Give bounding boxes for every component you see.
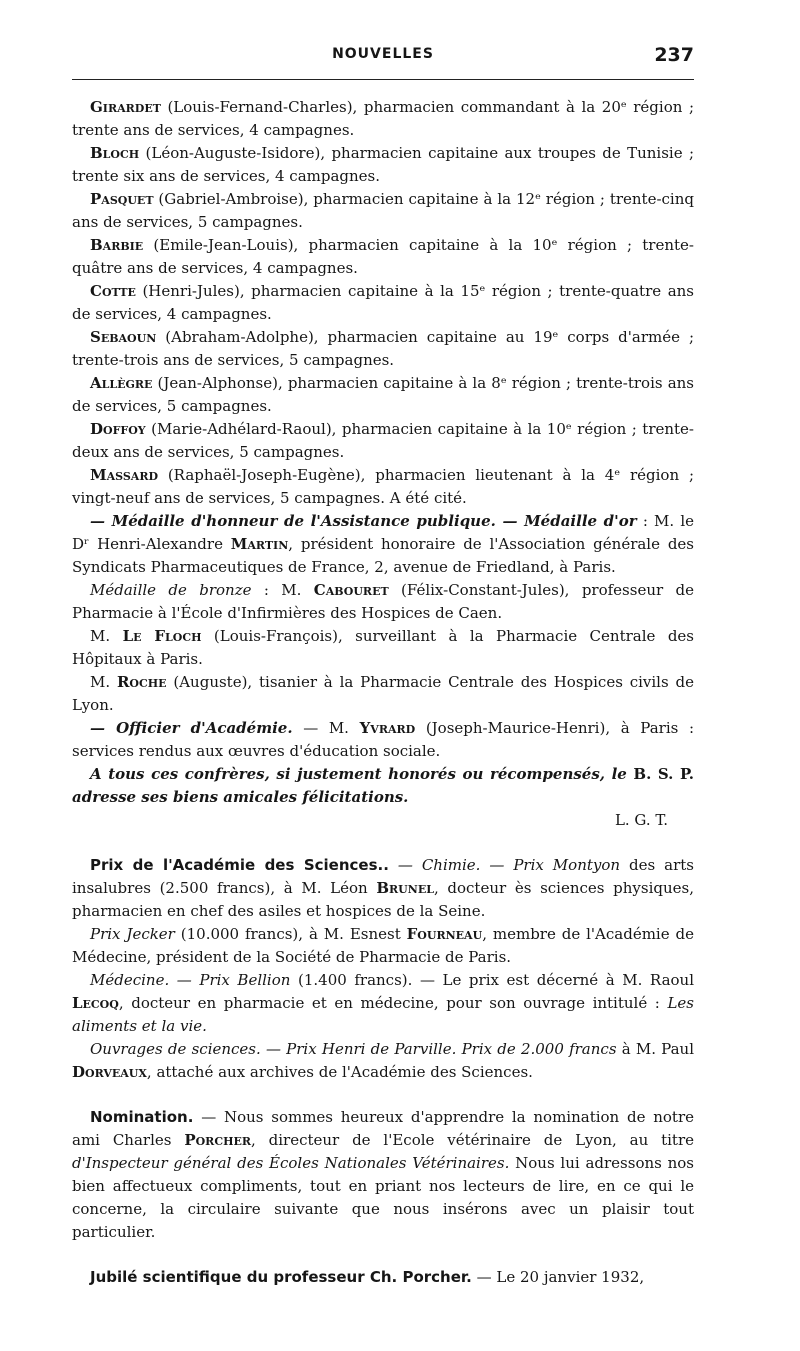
person-name: Barbie: [90, 236, 144, 254]
person-name: Lecoq: [72, 994, 119, 1012]
medecine-label: Médecine. — Prix Bellion: [90, 971, 291, 989]
paragraph-text: , membre de l'Académie de Médecine, président de la Société de Pharmacie de Paris.: [72, 925, 694, 966]
jubile-paragraph: [72, 1266, 694, 1289]
jecker-label: Prix Jecker: [90, 925, 175, 943]
entry-text: (Henri-Jules), pharmacien capitaine à la 15ᵉ région ; trente-quatre ans de services, 4 campagnes.: [72, 282, 694, 323]
roche-paragraph: [72, 671, 694, 717]
paragraph-text: — Le 20 janvier 1932,: [471, 1268, 645, 1286]
person-name: Porcher: [184, 1131, 251, 1149]
paragraph-text: (Joseph-Maurice-Henri), à Paris : services rendus aux œuvres d'éducation sociale.: [72, 719, 694, 760]
entry-paragraph: [72, 464, 694, 510]
paragraph-text: — Nous sommes heureux d'apprendre la nomination de notre ami Charles: [72, 1108, 694, 1149]
assistance-paragraph: [72, 510, 694, 579]
entry-paragraph: [72, 326, 694, 372]
jecker-paragraph: [72, 923, 694, 969]
person-name: Dorveaux: [72, 1063, 147, 1081]
person-name: Martin: [230, 535, 289, 553]
page-header: [72, 44, 694, 72]
person-name: Roche: [116, 673, 167, 691]
paragraph-text: (10.000 francs), à M. Esnest: [174, 925, 407, 943]
medecine-paragraph: [72, 969, 694, 1038]
paragraph-text: , docteur ès sciences physiques, pharmacien en chef des asiles et hospices de la Seine.: [72, 879, 694, 920]
lefloch-paragraph: [72, 625, 694, 671]
entry-text: (Abraham-Adolphe), pharmacien capitaine au 19ᵉ corps d'armée ; trente-trois ans de services, 5 campagnes.: [72, 328, 694, 369]
nomination-heading: Nomination.: [90, 1108, 194, 1126]
entry-text: (Emile-Jean-Louis), pharmacien capitaine à la 10ᵉ région ; trente-quâtre ans de services, 4 campagnes.: [72, 236, 694, 277]
person-name: Fourneau: [406, 925, 483, 943]
paragraph-text: , docteur en pharmacie et en médecine, pour son ouvrage intitulé :: [118, 994, 668, 1012]
ouvrages-paragraph: [72, 1038, 694, 1084]
bronze-paragraph: [72, 579, 694, 625]
paragraph-text: — M.: [292, 719, 360, 737]
paragraph-text: M.: [90, 627, 123, 645]
paragraph-text: , attaché aux archives de l'Académie des Sciences.: [146, 1063, 533, 1081]
gold-medal-label: — Médaille d'or: [495, 512, 637, 530]
header-rule: [72, 79, 694, 80]
article-body: [72, 96, 694, 1289]
nomination-title: d'Inspecteur général des Écoles Nationales Vétérinaires.: [72, 1154, 510, 1172]
entry-text: (Jean-Alphonse), pharmacien capitaine à la 8ᵉ région ; trente-trois ans de services, 5 campagnes.: [72, 374, 694, 415]
entry-text: (Léon-Auguste-Isidore), pharmacien capitaine aux troupes de Tunisie ; trente six ans de services, 4 campagnes.: [72, 144, 694, 185]
closing-text: adresse ses biens amicales félicitations.: [72, 788, 409, 806]
person-name: Allègre: [90, 374, 153, 392]
signature-line: [72, 809, 694, 832]
prix-heading: Prix de l'Académie des Sciences..: [90, 856, 389, 874]
person-name: Le Floch: [122, 627, 202, 645]
bronze-text: (Félix-Constant-Jules), professeur de Pharmacie à l'École d'Infirmières des Hospices de Caen.: [72, 581, 694, 622]
paragraph-text: (Auguste), tisanier à la Pharmacie Centrale des Hospices civils de Lyon.: [72, 673, 694, 714]
running-title: NOUVELLES: [332, 46, 434, 62]
closing-text: A tous ces confrères, si justement honorés ou récompensés, le: [90, 765, 634, 783]
assistance-heading: — Médaille d'honneur de l'Assistance publique.: [90, 512, 496, 530]
entry-text: (Raphaël-Joseph-Eugène), pharmacien lieutenant à la 4ᵉ région ; vingt-neuf ans de services, 5 campagnes. A été cité.: [72, 466, 694, 507]
person-name: Girardet: [90, 98, 161, 116]
bronze-text: : M.: [251, 581, 314, 599]
paragraph-text: Nous lui adressons nos bien affectueux compliments, tout en priant nos lecteurs de lire, en ce qui le concerne, la circulaire suivante que nous insérons avec un plaisir tout particulier.: [72, 1154, 695, 1241]
person-name: Bloch: [90, 144, 140, 162]
bronze-medal-label: Médaille de bronze: [90, 581, 252, 599]
nomination-paragraph: [72, 1106, 694, 1244]
assistance-text: : M. le Dʳ Henri-Alexandre: [72, 512, 694, 553]
paragraph-text: des arts insalubres (2.500 francs), à M. Léon: [72, 856, 694, 897]
entry-paragraph: [72, 280, 694, 326]
person-name: Massard: [90, 466, 158, 484]
entry-text: (Marie-Adhélard-Raoul), pharmacien capitaine à la 10ᵉ région ; trente-deux ans de services, 5 campagnes.: [72, 420, 694, 461]
journal-initials: B. S. P.: [633, 765, 694, 783]
paragraph-text: (Louis-François), surveillant à la Pharmacie Centrale des Hôpitaux à Paris.: [72, 627, 694, 668]
person-name: Yvrard: [359, 719, 416, 737]
signature: L. G. T.: [614, 811, 668, 829]
book-title: Les aliments et la vie.: [72, 994, 694, 1035]
entry-paragraph: [72, 188, 694, 234]
person-name: Sebaoun: [90, 328, 157, 346]
person-name: Pasquet: [90, 190, 154, 208]
ouvrages-label: Ouvrages de sciences. — Prix Henri de Parville. Prix de 2.000 francs: [90, 1040, 617, 1058]
paragraph-text: , directeur de l'Ecole vétérinaire de Lyon, au titre: [251, 1131, 694, 1149]
person-name: Doffoy: [90, 420, 146, 438]
paragraph-text: M.: [90, 673, 117, 691]
assistance-text: , président honoraire de l'Association générale des Syndicats Pharmaceutiques de France, 2, avenue de Friedland, à Paris.: [72, 535, 694, 576]
entry-paragraph: [72, 96, 694, 142]
jubile-heading: Jubilé scientifique du professeur Ch. Porcher.: [90, 1268, 472, 1286]
entry-paragraph: [72, 142, 694, 188]
entry-paragraph: [72, 372, 694, 418]
entry-paragraph: [72, 234, 694, 280]
paragraph-text: à M. Paul: [616, 1040, 694, 1058]
entry-text: (Gabriel-Ambroise), pharmacien capitaine à la 12ᵉ région ; trente-cinq ans de services, 5 campagnes.: [72, 190, 694, 231]
person-name: Cabouret: [313, 581, 389, 599]
prix-paragraph: [72, 854, 694, 923]
person-name: Brunel: [376, 879, 434, 897]
entry-paragraph: [72, 418, 694, 464]
page-number: 237: [654, 44, 694, 66]
closing-paragraph: [72, 763, 694, 809]
academie-heading: — Officier d'Académie.: [90, 719, 293, 737]
paragraph-text: (1.400 francs). — Le prix est décerné à M. Raoul: [290, 971, 694, 989]
chimie-label: — Chimie. — Prix Montyon: [388, 856, 621, 874]
academie-paragraph: [72, 717, 694, 763]
entry-text: (Louis-Fernand-Charles), pharmacien commandant à la 20ᵉ région ; trente ans de services, 4 campagnes.: [72, 98, 694, 139]
person-name: Cotte: [90, 282, 136, 300]
